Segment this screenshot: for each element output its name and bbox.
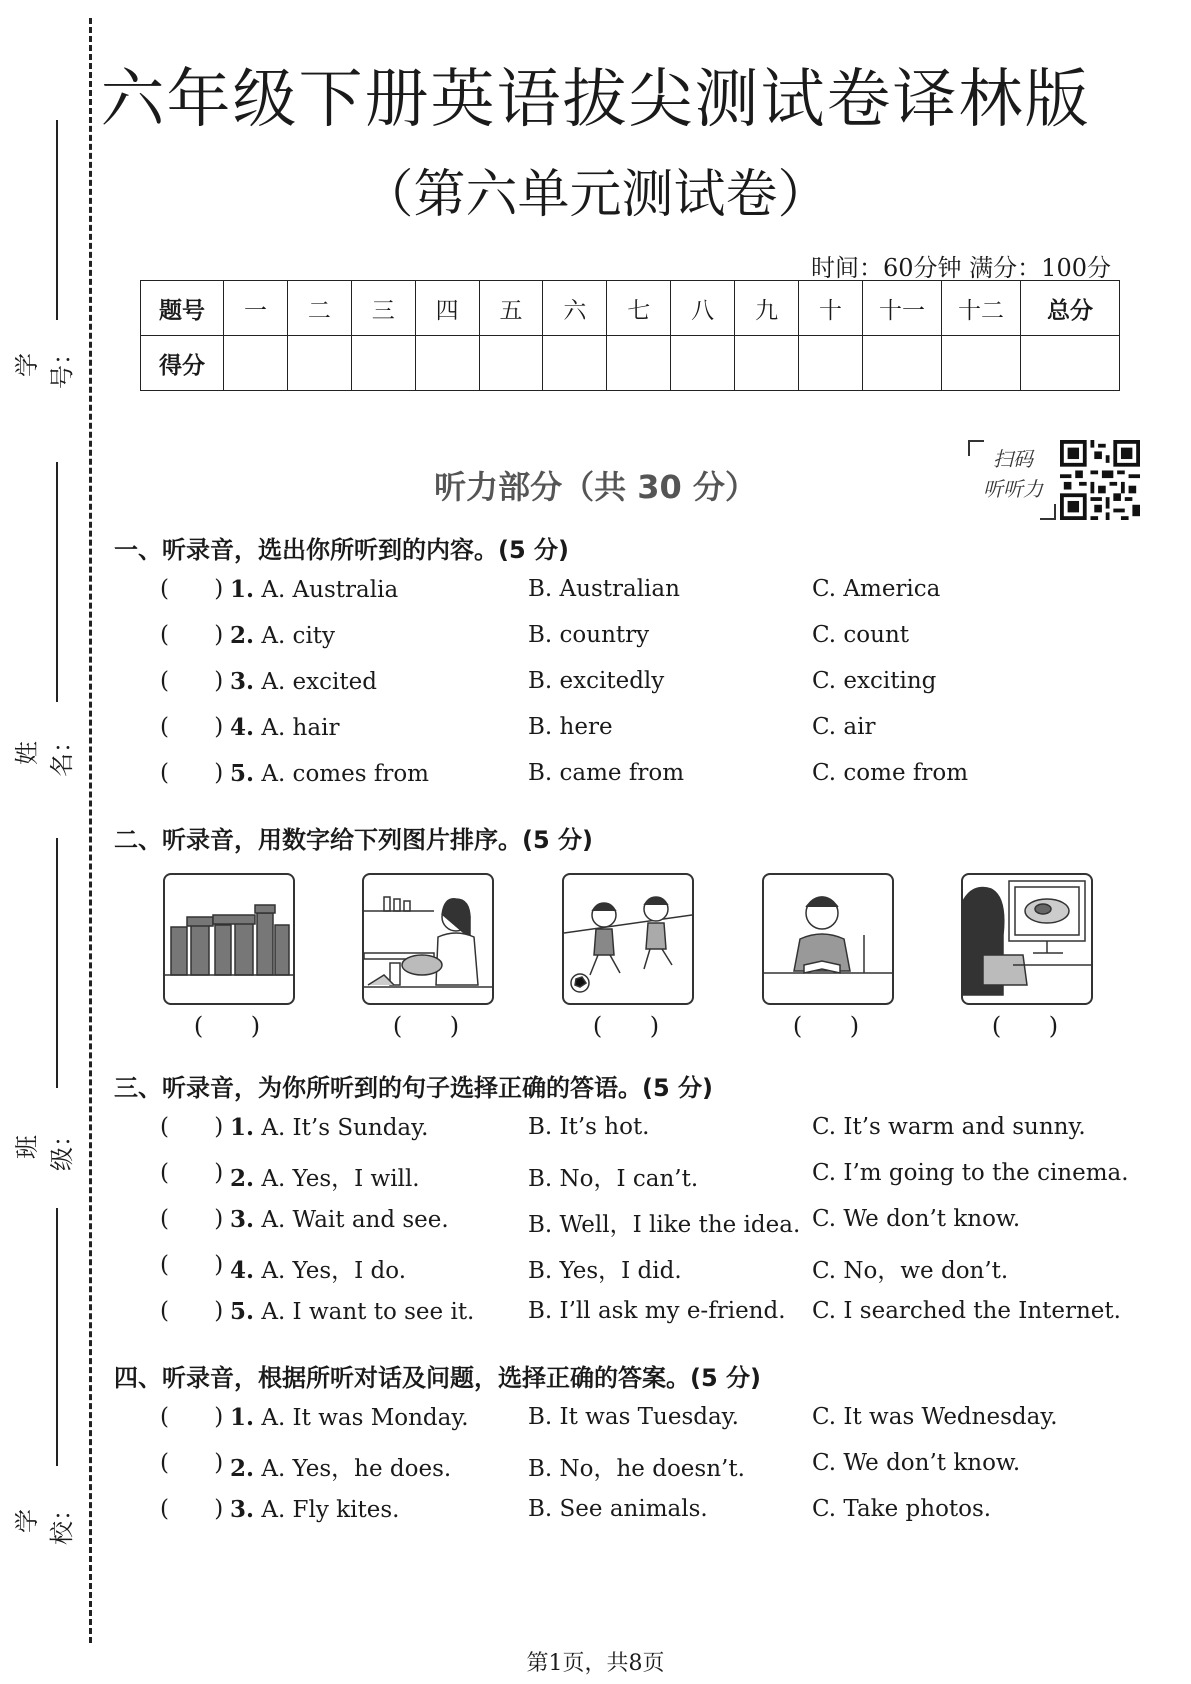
question-number: 1. (230, 576, 255, 603)
score-table-score-row (141, 336, 1120, 391)
picture-answer-blank[interactable]: ( ) (592, 1012, 660, 1040)
option-a: A. excited (261, 669, 377, 695)
question-number: 3. (230, 1206, 255, 1233)
option-b: B. No，I can’t. (528, 1166, 699, 1192)
section-3-heading: 三、听录音，为你所听到的句子选择正确的答语。(5 分) (114, 1074, 713, 1102)
qr-label-line1: 扫码 (993, 447, 1033, 471)
cooking-picture (362, 873, 494, 1005)
option-a: A. Yes，he does. (261, 1456, 452, 1482)
question-row (160, 1206, 1140, 1240)
score-col: 九 (735, 281, 799, 336)
score-cell[interactable] (543, 336, 607, 391)
page-subtitle: （第六单元测试卷） (361, 165, 830, 225)
page-footer: 第1页，共8页 (526, 1651, 665, 1676)
question-row (160, 668, 1140, 702)
option-c: C. come from (812, 760, 969, 786)
sidebar-label-class: 班级： (13, 1123, 76, 1171)
option-b: B. It’s hot. (528, 1114, 650, 1140)
score-cell[interactable] (287, 336, 351, 391)
score-cell[interactable] (479, 336, 543, 391)
question-row (160, 760, 1140, 794)
score-col: 六 (543, 281, 607, 336)
score-cell[interactable] (351, 336, 415, 391)
option-b: B. here (528, 714, 613, 740)
question-row (160, 1114, 1140, 1148)
question-row (160, 1404, 1140, 1438)
football-picture (562, 873, 694, 1005)
option-b: B. country (528, 622, 650, 648)
section-2-heading: 二、听录音，用数字给下列图片排序。(5 分) (114, 826, 593, 854)
time-info: 时间：60分钟 满分：100分 (811, 254, 1111, 282)
qr-code-block[interactable] (968, 440, 1140, 520)
score-col: 十二 (942, 281, 1021, 336)
score-col: 一 (224, 281, 288, 336)
question-row (160, 1298, 1140, 1332)
option-c: C. We don’t know. (812, 1450, 1021, 1476)
question-number: 4. (230, 1257, 255, 1284)
picture-answer-blank[interactable]: ( ) (193, 1012, 261, 1040)
question-number: 1. (230, 1404, 255, 1431)
stonehenge-icon (165, 875, 293, 1003)
option-a: A. city (261, 623, 336, 649)
option-a: A. Yes，I will. (261, 1166, 420, 1192)
listening-section-title: 听力部分（共 30 分） (434, 468, 757, 506)
option-b: B. See animals. (528, 1496, 708, 1522)
computer-icon (963, 875, 1091, 1003)
section-4-heading: 四、听录音，根据所听对话及问题，选择正确的答案。(5 分) (114, 1364, 761, 1392)
option-b: B. I’ll ask my e-friend. (528, 1298, 786, 1324)
score-cell-total[interactable] (1021, 336, 1120, 391)
option-c: C. It was Wednesday. (812, 1404, 1058, 1430)
picture-answer-blank[interactable]: ( ) (991, 1012, 1059, 1040)
option-b: B. Well，I like the idea. (528, 1212, 801, 1238)
question-row (160, 576, 1140, 610)
answer-blank[interactable]: ( ) (160, 1252, 224, 1278)
option-c: C. Take photos. (812, 1496, 992, 1522)
sidebar-label-name: 姓名： (13, 729, 76, 777)
option-b: B. No，he doesn’t. (528, 1456, 745, 1482)
question-row (160, 1496, 1140, 1530)
question-number: 2. (230, 622, 255, 649)
option-b: B. Australian (528, 576, 680, 602)
option-c: C. America (812, 576, 941, 602)
answer-blank[interactable]: ( ) (160, 576, 224, 602)
option-c: C. I searched the Internet. (812, 1298, 1121, 1324)
option-b: B. It was Tuesday. (528, 1404, 739, 1430)
option-a: A. It’s Sunday. (261, 1115, 429, 1141)
score-cell[interactable] (863, 336, 942, 391)
score-col: 十 (799, 281, 863, 336)
class-line[interactable] (56, 838, 58, 1088)
option-c: C. air (812, 714, 876, 740)
reading-picture (762, 873, 894, 1005)
score-table-row-head: 得分 (141, 336, 224, 391)
score-col: 八 (671, 281, 735, 336)
answer-blank[interactable]: ( ) (160, 760, 224, 786)
score-table (140, 280, 1120, 391)
score-cell[interactable] (735, 336, 799, 391)
option-c: C. It’s warm and sunny. (812, 1114, 1086, 1140)
score-col: 二 (287, 281, 351, 336)
answer-blank[interactable]: ( ) (160, 1404, 224, 1430)
page-title: 六年级下册英语拔尖测试卷译林版 (100, 63, 1091, 137)
school-line[interactable] (56, 1208, 58, 1466)
stonehenge-picture (163, 873, 295, 1005)
answer-blank[interactable]: ( ) (160, 1450, 224, 1476)
question-number: 4. (230, 714, 255, 741)
option-a: A. Australia (261, 577, 399, 603)
score-col: 五 (479, 281, 543, 336)
answer-blank[interactable]: ( ) (160, 1298, 224, 1324)
question-row (160, 1160, 1140, 1194)
option-a: A. Fly kites. (261, 1497, 400, 1523)
football-icon (564, 875, 692, 1003)
option-a: A. Wait and see. (261, 1207, 449, 1233)
question-number: 3. (230, 1496, 255, 1523)
score-cell[interactable] (942, 336, 1021, 391)
option-a: A. It was Monday. (261, 1405, 469, 1431)
option-c: C. count (812, 622, 909, 648)
qr-label (972, 444, 1054, 504)
qr-code-icon[interactable] (1060, 440, 1140, 520)
score-table-row-head: 题号 (141, 281, 224, 336)
score-col: 四 (415, 281, 479, 336)
score-col: 十一 (863, 281, 942, 336)
question-number: 1. (230, 1114, 255, 1141)
score-cell[interactable] (224, 336, 288, 391)
answer-blank[interactable]: ( ) (160, 1114, 224, 1140)
answer-blank[interactable]: ( ) (160, 622, 224, 648)
option-a: A. Yes，I do. (261, 1258, 407, 1284)
question-row (160, 1252, 1140, 1286)
option-c: C. No，we don’t. (812, 1258, 1009, 1284)
answer-blank[interactable]: ( ) (160, 1496, 224, 1522)
score-cell[interactable] (799, 336, 863, 391)
question-number: 2. (230, 1455, 255, 1482)
score-col: 七 (607, 281, 671, 336)
option-b: B. came from (528, 760, 685, 786)
option-b: B. excitedly (528, 668, 665, 694)
question-number: 5. (230, 1298, 255, 1325)
binding-dashed-line (89, 18, 92, 1643)
question-row (160, 714, 1140, 748)
question-row (160, 622, 1140, 656)
answer-blank[interactable]: ( ) (160, 668, 224, 694)
score-col-total: 总分 (1021, 281, 1120, 336)
answer-blank[interactable]: ( ) (160, 714, 224, 740)
picture-answer-blank[interactable]: ( ) (792, 1012, 860, 1040)
reading-icon (764, 875, 892, 1003)
answer-blank[interactable]: ( ) (160, 1206, 224, 1232)
sidebar-label-school: 学校： (13, 1497, 76, 1545)
score-cell[interactable] (671, 336, 735, 391)
score-cell[interactable] (415, 336, 479, 391)
option-a: A. I want to see it. (261, 1299, 475, 1325)
option-c: C. I’m going to the cinema. (812, 1160, 1129, 1186)
score-cell[interactable] (607, 336, 671, 391)
score-table-header-row (141, 281, 1120, 336)
answer-blank[interactable]: ( ) (160, 1160, 224, 1186)
option-c: C. exciting (812, 668, 937, 694)
question-number: 2. (230, 1165, 255, 1192)
qr-label-line2: 听听力 (983, 477, 1043, 501)
option-c: C. We don’t know. (812, 1206, 1021, 1232)
computer-picture (961, 873, 1093, 1005)
bracket-icon (1040, 504, 1056, 520)
option-a: A. hair (261, 715, 340, 741)
option-b: B. Yes，I did. (528, 1258, 682, 1284)
picture-answer-blank[interactable]: ( ) (392, 1012, 460, 1040)
question-row (160, 1450, 1140, 1484)
cooking-icon (364, 875, 492, 1003)
sidebar-label-student-id: 学号： (13, 341, 76, 389)
question-number: 5. (230, 760, 255, 787)
score-col: 三 (351, 281, 415, 336)
section-1-heading: 一、听录音，选出你所听到的内容。(5 分) (114, 536, 569, 564)
question-number: 3. (230, 668, 255, 695)
option-a: A. comes from (261, 761, 429, 787)
